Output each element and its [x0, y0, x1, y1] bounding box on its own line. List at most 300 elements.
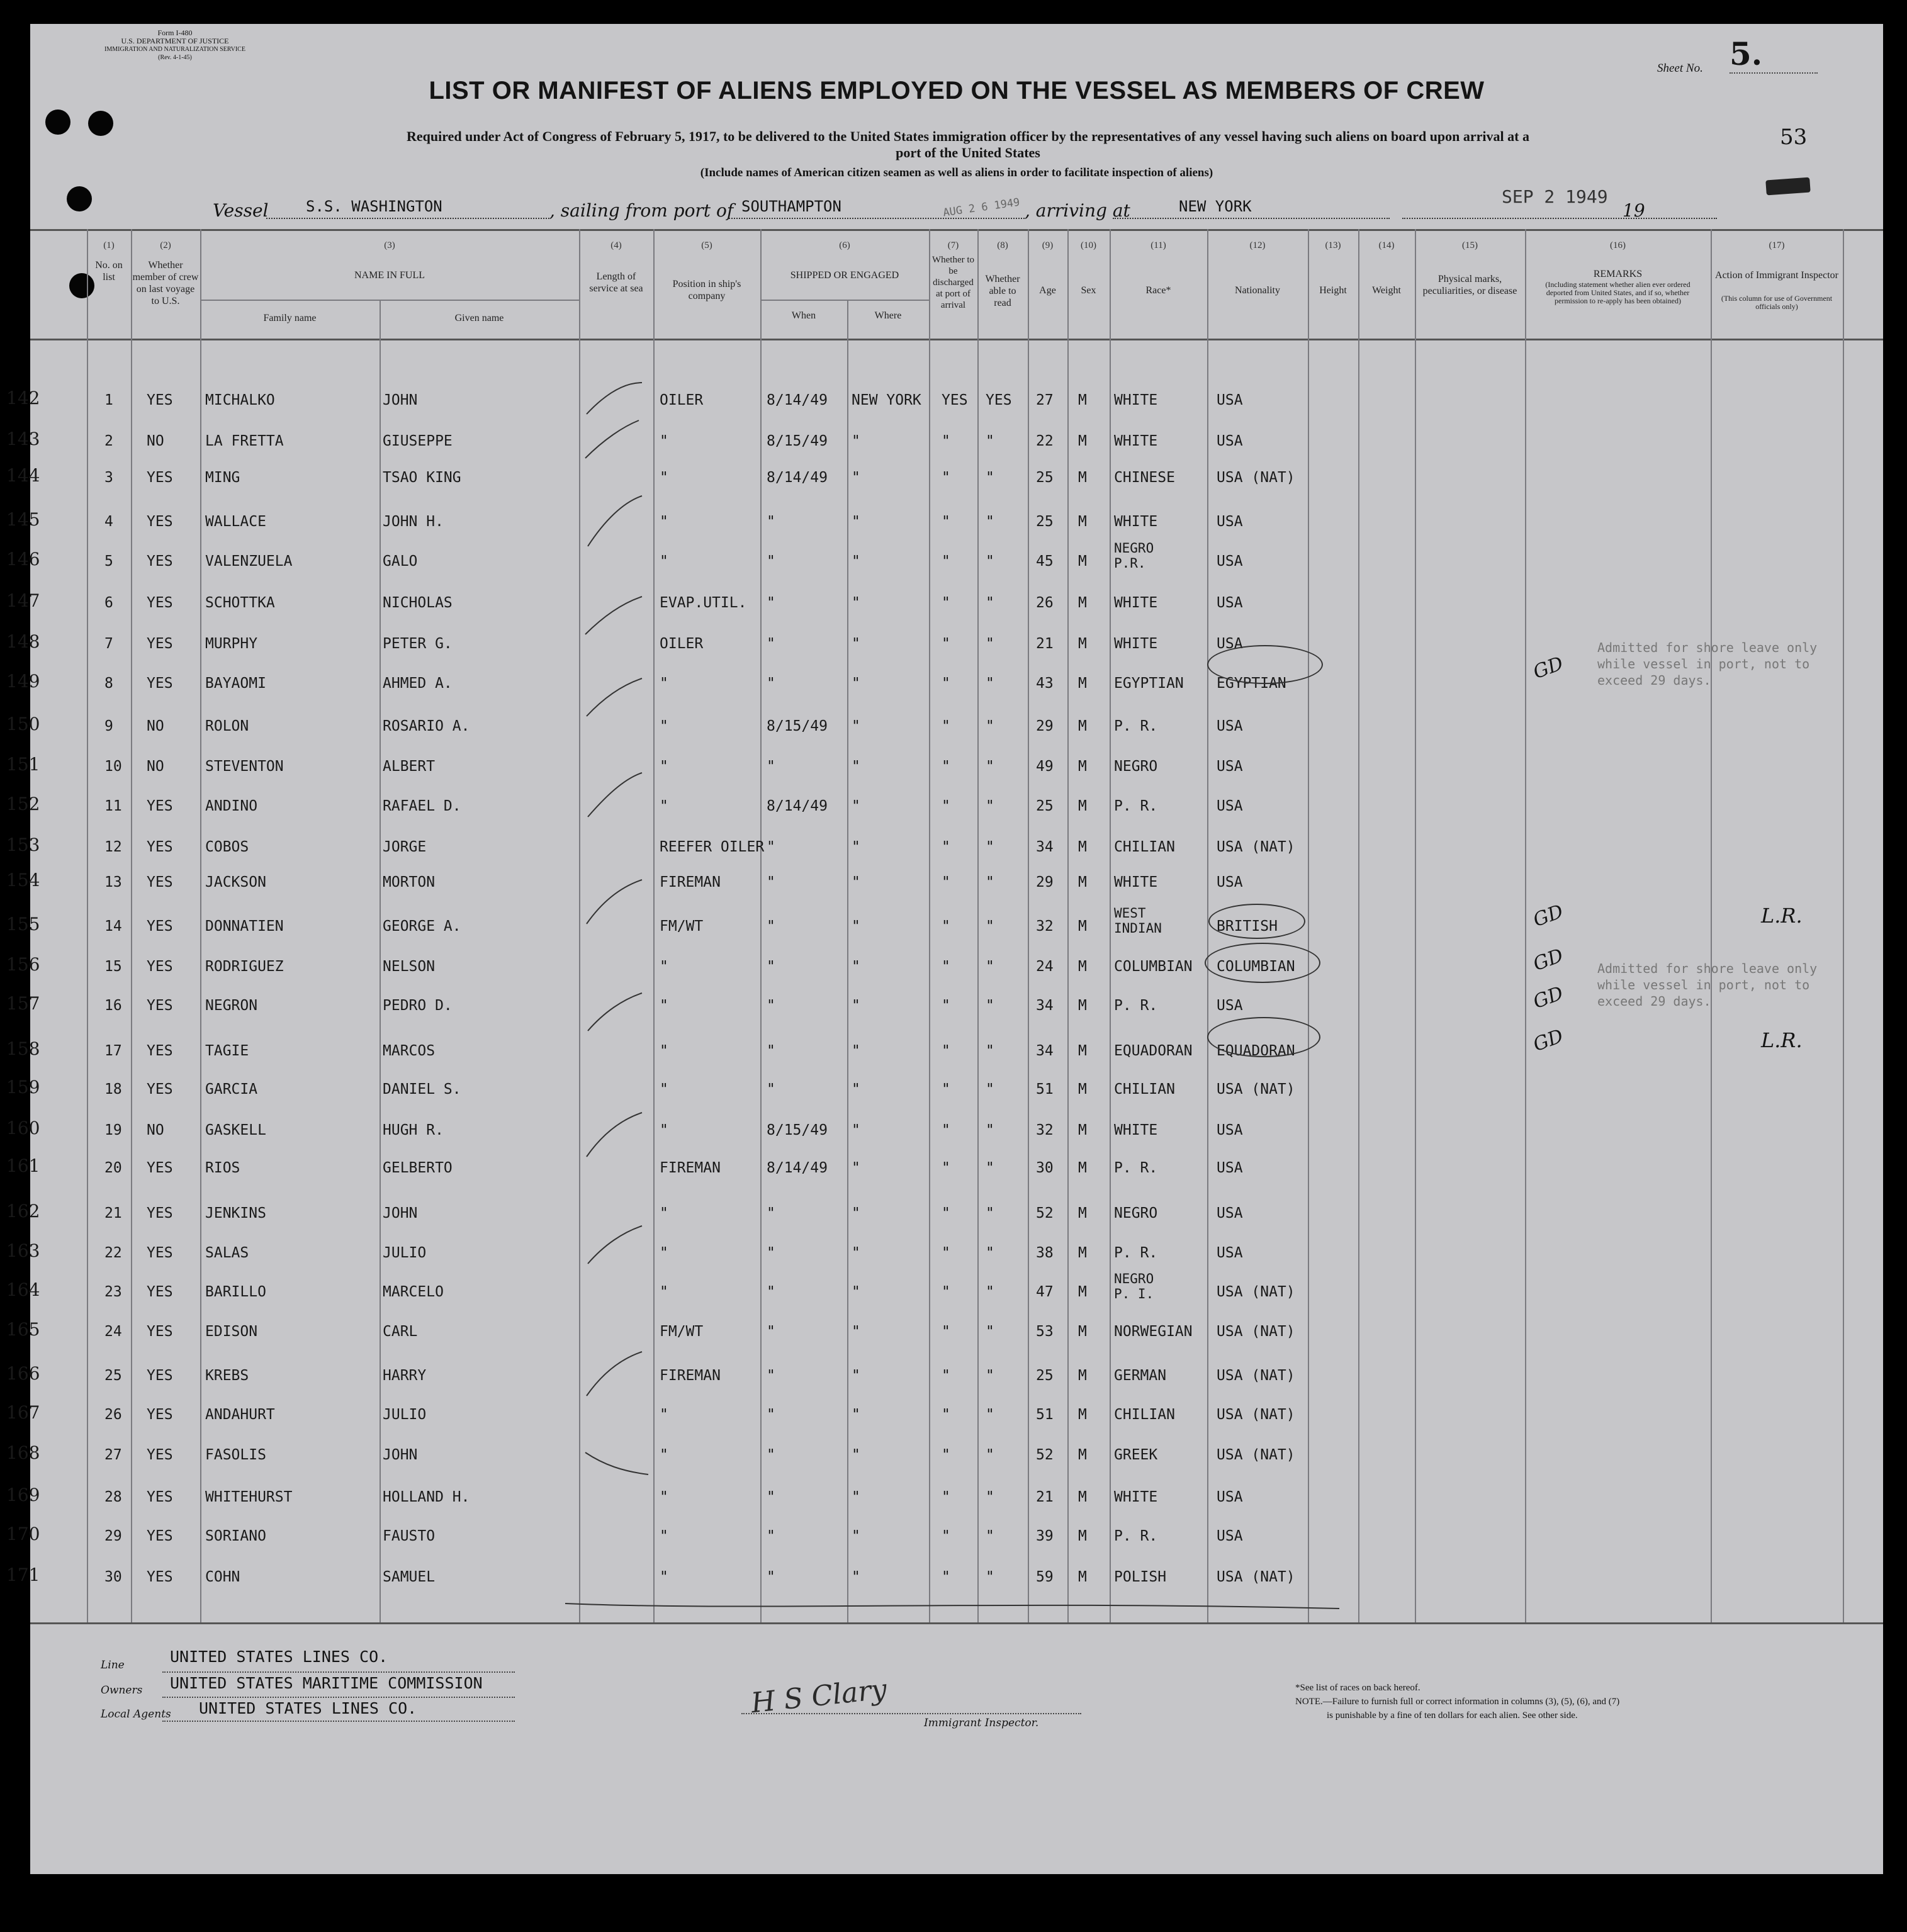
able-to-read: " [986, 553, 994, 570]
last-voyage: YES [147, 1043, 173, 1059]
shipped-when: " [767, 1205, 775, 1222]
page-row-number: 152 [6, 794, 40, 814]
col9-header: Age [1039, 285, 1056, 296]
race: NORWEGIAN [1114, 1323, 1193, 1340]
family-name: ANDINO [205, 798, 258, 814]
nationality: USA [1217, 758, 1243, 775]
race: WHITE [1114, 1122, 1158, 1138]
age: 25 [1036, 1368, 1054, 1384]
given-name: HOLLAND H. [383, 1489, 470, 1505]
col17-number: (17) [1769, 240, 1785, 250]
last-voyage: YES [147, 1569, 173, 1585]
arrival-date-stamp: SEP 2 1949 [1502, 186, 1608, 207]
table-row [6, 1077, 1883, 1103]
position: " [660, 1284, 668, 1300]
race-line-2: P.R. [1114, 556, 1146, 571]
row-number: 14 [104, 918, 122, 935]
discharged: " [942, 997, 950, 1014]
last-voyage: YES [147, 1528, 173, 1544]
row-number: 24 [104, 1323, 122, 1340]
shipped-when: 8/14/49 [767, 392, 828, 408]
shipped-where: " [852, 1043, 860, 1059]
table-row [6, 1201, 1883, 1227]
row-number: 8 [104, 675, 113, 692]
age: 51 [1036, 1081, 1054, 1098]
page-row-number: 170 [6, 1524, 40, 1544]
page-row-number: 155 [6, 914, 40, 935]
race: P. R. [1114, 718, 1158, 734]
shipped-when: " [767, 1245, 775, 1261]
nationality: USA (NAT) [1217, 1284, 1295, 1300]
position: " [660, 514, 668, 530]
page-row-number: 164 [6, 1279, 40, 1300]
race: COLUMBIAN [1114, 958, 1193, 975]
position: " [660, 675, 668, 692]
shipped-when: " [767, 514, 775, 530]
discharged: " [942, 1043, 950, 1059]
age: 22 [1036, 433, 1054, 449]
page-row-number: 156 [6, 954, 40, 975]
race: P. R. [1114, 1245, 1158, 1261]
row-number: 2 [104, 433, 113, 449]
col11-number: (11) [1150, 240, 1166, 250]
nationality: USA [1217, 1205, 1243, 1222]
position: " [660, 758, 668, 775]
table-row [6, 714, 1883, 740]
nationality: USA (NAT) [1217, 1447, 1295, 1463]
page-row-number: 159 [6, 1077, 40, 1098]
shipped-where: " [852, 1368, 860, 1384]
page-row-number: 167 [6, 1402, 40, 1423]
punch-hole [67, 186, 92, 211]
shipped-when: 8/15/49 [767, 433, 828, 449]
inspector-initials: L.R. [1761, 904, 1803, 928]
age: 39 [1036, 1528, 1054, 1544]
given-name: TSAO KING [383, 469, 461, 486]
sex: M [1078, 1284, 1087, 1300]
discharged: " [942, 1368, 950, 1384]
row-number: 12 [104, 839, 122, 855]
form-service: IMMIGRATION AND NATURALIZATION SERVICE [104, 46, 245, 53]
age: 51 [1036, 1407, 1054, 1423]
page-row-number: 143 [6, 429, 40, 449]
sailing-label: , sailing from port of [549, 200, 734, 221]
nationality: USA [1217, 1489, 1243, 1505]
discharged: " [942, 1160, 950, 1176]
discharged: " [942, 514, 950, 530]
race-line-2: P. I. [1114, 1286, 1154, 1301]
shipped-when: " [767, 636, 775, 652]
sex: M [1078, 1528, 1087, 1544]
line-underline [162, 1671, 515, 1673]
shipped-where: " [852, 958, 860, 975]
table-row [6, 1271, 1883, 1306]
nationality: USA [1217, 392, 1243, 408]
age: 32 [1036, 918, 1054, 935]
family-name: DONNATIEN [205, 918, 284, 935]
nationality: USA [1217, 718, 1243, 734]
given-name: JULIO [383, 1407, 427, 1423]
table-row [6, 1155, 1883, 1182]
race: WHITE [1114, 874, 1158, 890]
col8-number: (8) [997, 240, 1008, 250]
shipped-when: " [767, 1489, 775, 1505]
position: " [660, 718, 668, 734]
col10-number: (10) [1081, 240, 1096, 250]
able-to-read: " [986, 1160, 994, 1176]
able-to-read: " [986, 839, 994, 855]
sex: M [1078, 718, 1087, 734]
discharged: " [942, 675, 950, 692]
sheet-label: Sheet No. [1657, 62, 1703, 75]
col5-header: Position in ship's company [672, 279, 741, 301]
able-to-read: " [986, 675, 994, 692]
position: " [660, 1245, 668, 1261]
position: OILER [660, 392, 704, 408]
sex: M [1078, 595, 1087, 611]
shipped-when: " [767, 1447, 775, 1463]
given-name: ALBERT [383, 758, 436, 775]
shipped-when: 8/14/49 [767, 1160, 828, 1176]
given-name: JORGE [383, 839, 427, 855]
race: CHINESE [1114, 469, 1175, 486]
position: " [660, 997, 668, 1014]
race: WEST [1114, 906, 1146, 921]
shipped-where: " [852, 595, 860, 611]
able-to-read: " [986, 595, 994, 611]
race: EGYPTIAN [1114, 675, 1184, 692]
discharged: " [942, 1447, 950, 1463]
nationality: USA (NAT) [1217, 1323, 1295, 1340]
sex: M [1078, 514, 1087, 530]
row-number: 29 [104, 1528, 122, 1544]
col16-number: (16) [1610, 240, 1626, 250]
able-to-read: " [986, 1407, 994, 1423]
given-name: PEDRO D. [383, 997, 453, 1014]
age: 21 [1036, 636, 1054, 652]
subtitle [143, 128, 1792, 161]
inspector-label: Immigrant Inspector. [924, 1717, 1039, 1729]
subtitle-line2: port of the United States [896, 145, 1040, 160]
agents-underline [162, 1721, 515, 1722]
table-row [6, 509, 1883, 536]
age: 26 [1036, 595, 1054, 611]
position: " [660, 469, 668, 486]
row-number: 28 [104, 1489, 122, 1505]
given-name: MORTON [383, 874, 436, 890]
family-name-header: Family name [263, 313, 317, 323]
shipped-where: " [852, 874, 860, 890]
nationality: USA [1217, 595, 1243, 611]
age: 25 [1036, 514, 1054, 530]
table-row [6, 1038, 1883, 1065]
table-row [6, 1240, 1883, 1267]
shipped-when: " [767, 1407, 775, 1423]
given-name: NICHOLAS [383, 595, 453, 611]
page-row-number: 144 [6, 465, 40, 486]
nationality: USA (NAT) [1217, 1407, 1295, 1423]
nationality: USA [1217, 1122, 1243, 1138]
col6-number: (6) [839, 240, 850, 250]
age: 34 [1036, 997, 1054, 1014]
family-name: SORIANO [205, 1528, 266, 1544]
position: OILER [660, 636, 704, 652]
agents-label: Local Agents [101, 1708, 171, 1721]
able-to-read: " [986, 1245, 994, 1261]
nationality-circle [1205, 943, 1320, 983]
shipped-where: " [852, 469, 860, 486]
shipped-where: " [852, 433, 860, 449]
age: 59 [1036, 1569, 1054, 1585]
able-to-read: " [986, 1323, 994, 1340]
row-number: 11 [104, 798, 122, 814]
last-voyage: YES [147, 469, 173, 486]
age: 29 [1036, 718, 1054, 734]
able-to-read: " [986, 918, 994, 935]
discharged: " [942, 1205, 950, 1222]
row-number: 9 [104, 718, 113, 734]
col16-header: REMARKS [1593, 269, 1643, 279]
remarks-initials: GD [1530, 1025, 1567, 1057]
sex: M [1078, 1043, 1087, 1059]
stamp-line: Admitted for shore leave only [1597, 640, 1818, 655]
nationality: USA (NAT) [1217, 469, 1295, 486]
row-number: 25 [104, 1368, 122, 1384]
page-row-number: 163 [6, 1240, 40, 1261]
sex: M [1078, 433, 1087, 449]
shipped-when: " [767, 758, 775, 775]
able-to-read: " [986, 1081, 994, 1098]
row-number: 7 [104, 636, 113, 652]
family-name: MURPHY [205, 636, 258, 652]
shipped-where: " [852, 839, 860, 855]
race: WHITE [1114, 433, 1158, 449]
nationality: USA (NAT) [1217, 1569, 1295, 1585]
discharged: " [942, 918, 950, 935]
age: 25 [1036, 798, 1054, 814]
table-row [6, 465, 1883, 491]
race: NEGRO [1114, 758, 1158, 775]
punch-hole [88, 111, 113, 136]
page-row-number: 153 [6, 834, 40, 855]
family-name: ANDAHURT [205, 1407, 275, 1423]
last-voyage: YES [147, 1245, 173, 1261]
race: CHILIAN [1114, 839, 1175, 855]
owners: UNITED STATES MARITIME COMMISSION [170, 1674, 483, 1692]
row-number: 15 [104, 958, 122, 975]
vessel-name: S.S. WASHINGTON [306, 198, 442, 215]
given-name: MARCOS [383, 1043, 436, 1059]
shipped-when: " [767, 1284, 775, 1300]
page-row-number: 171 [6, 1564, 40, 1585]
shipped-where: " [852, 1323, 860, 1340]
position: FM/WT [660, 1323, 704, 1340]
table-row [6, 1319, 1883, 1345]
last-voyage: YES [147, 958, 173, 975]
nationality: USA [1217, 997, 1243, 1014]
last-voyage: YES [147, 1368, 173, 1384]
position: FIREMAN [660, 874, 721, 890]
race: WHITE [1114, 636, 1158, 652]
age: 34 [1036, 1043, 1054, 1059]
sex: M [1078, 874, 1087, 890]
col4-number: (4) [610, 240, 622, 250]
given-name: SAMUEL [383, 1569, 436, 1585]
sex: M [1078, 1160, 1087, 1176]
page-row-number: 146 [6, 549, 40, 570]
position: " [660, 798, 668, 814]
nationality: COLUMBIAN [1217, 958, 1295, 975]
discharged: " [942, 718, 950, 734]
discharged: " [942, 1081, 950, 1098]
page-row-number: 148 [6, 631, 40, 652]
last-voyage: YES [147, 675, 173, 692]
sex: M [1078, 392, 1087, 408]
nationality: USA [1217, 1245, 1243, 1261]
given-name: PETER G. [383, 636, 453, 652]
discharged: " [942, 1528, 950, 1544]
able-to-read: " [986, 469, 994, 486]
family-name: EDISON [205, 1323, 258, 1340]
able-to-read: " [986, 1447, 994, 1463]
discharged: YES [942, 392, 968, 408]
page-row-number: 150 [6, 714, 40, 734]
discharged: " [942, 1407, 950, 1423]
last-voyage: YES [147, 636, 173, 652]
shipped-when: " [767, 918, 775, 935]
col6-header: SHIPPED OR ENGAGED [790, 270, 899, 281]
row-number: 3 [104, 469, 113, 486]
given-name: JOHN H. [383, 514, 444, 530]
shipped-when: " [767, 1368, 775, 1384]
arrival-line [1113, 218, 1390, 219]
punch-hole [45, 110, 70, 135]
form-edition: (Rev. 4-1-45) [158, 54, 192, 61]
position: FIREMAN [660, 1368, 721, 1384]
last-voyage: NO [147, 718, 164, 734]
date-line [1402, 218, 1717, 219]
discharged: " [942, 636, 950, 652]
col12-header: Nationality [1235, 285, 1280, 296]
row-number: 6 [104, 595, 113, 611]
given-name: JULIO [383, 1245, 427, 1261]
col14-header: Weight [1372, 285, 1401, 296]
nationality: USA [1217, 874, 1243, 890]
shipped-where: " [852, 918, 860, 935]
sex: M [1078, 839, 1087, 855]
age: 25 [1036, 469, 1054, 486]
row-number: 21 [104, 1205, 122, 1222]
col15-number: (15) [1462, 240, 1478, 250]
stamp-line: Admitted for shore leave only [1597, 961, 1818, 976]
discharged: " [942, 1122, 950, 1138]
remarks-initials: GD [1530, 652, 1567, 684]
page-row-number: 151 [6, 754, 40, 775]
last-voyage: YES [147, 1081, 173, 1098]
sex: M [1078, 1323, 1087, 1340]
family-name: LA FRETTA [205, 433, 284, 449]
nationality: USA [1217, 1160, 1243, 1176]
family-name: RODRIGUEZ [205, 958, 284, 975]
last-voyage: YES [147, 798, 173, 814]
shipped-when: " [767, 675, 775, 692]
shipped-where: " [852, 1528, 860, 1544]
table-row [6, 794, 1883, 820]
last-voyage: YES [147, 1407, 173, 1423]
page-row-number: 147 [6, 590, 40, 611]
sex: M [1078, 1205, 1087, 1222]
table-row [6, 590, 1883, 617]
row-number: 30 [104, 1569, 122, 1585]
position: " [660, 1447, 668, 1463]
page-row-number: 166 [6, 1363, 40, 1384]
nationality: EQUADORAN [1217, 1043, 1295, 1059]
shipped-where: " [852, 1122, 860, 1138]
discharged: " [942, 1569, 950, 1585]
able-to-read: " [986, 1205, 994, 1222]
discharged: " [942, 798, 950, 814]
family-name: STEVENTON [205, 758, 284, 775]
given-name: JOHN [383, 1447, 418, 1463]
shipped-when: " [767, 874, 775, 890]
shipped-when: " [767, 1043, 775, 1059]
race: P. R. [1114, 1528, 1158, 1544]
table-row [6, 429, 1883, 455]
able-to-read: " [986, 1569, 994, 1585]
page-row-number: 168 [6, 1442, 40, 1463]
col2-number: (2) [160, 240, 171, 250]
shipped-where: " [852, 718, 860, 734]
sex: M [1078, 997, 1087, 1014]
shipped-when: " [767, 958, 775, 975]
col8-header: Whether able to read [985, 274, 1020, 308]
last-voyage: YES [147, 1205, 173, 1222]
penalty-note: NOTE.—Failure to furnish full or correct information in columns (3), (5), (6), and (7) [1295, 1697, 1620, 1707]
discharged: " [942, 469, 950, 486]
header-bottom-border [30, 339, 1883, 340]
sex: M [1078, 1489, 1087, 1505]
page-title: LIST OR MANIFEST OF ALIENS EMPLOYED ON THE VESSEL AS MEMBERS OF CREW [429, 77, 1485, 104]
sailing-port: SOUTHAMPTON [741, 198, 841, 215]
nationality: USA [1217, 1528, 1243, 1544]
col1-number: (1) [103, 240, 115, 250]
table-row [6, 834, 1883, 861]
row-number: 20 [104, 1160, 122, 1176]
nationality-circle [1207, 1017, 1320, 1057]
family-name: MING [205, 469, 240, 486]
race: NEGRO [1114, 1271, 1154, 1286]
last-voyage: YES [147, 1160, 173, 1176]
table-row [6, 1485, 1883, 1511]
row-number: 19 [104, 1122, 122, 1138]
race: NEGRO [1114, 1205, 1158, 1222]
last-voyage: YES [147, 997, 173, 1014]
col3-number: (3) [384, 240, 395, 250]
last-voyage: NO [147, 433, 164, 449]
table-row [6, 1118, 1883, 1144]
shipped-when: " [767, 553, 775, 570]
sailing-date-stamp: AUG 2 6 1949 [942, 196, 1021, 220]
family-name: TAGIE [205, 1043, 249, 1059]
shipped-where: " [852, 798, 860, 814]
vessel-label: Vessel [213, 200, 269, 221]
year-label: 19 [1623, 200, 1645, 221]
age: 47 [1036, 1284, 1054, 1300]
inspector-initials: L.R. [1761, 1028, 1803, 1052]
sex: M [1078, 469, 1087, 486]
page-row-number: 157 [6, 993, 40, 1014]
shipped-where: " [852, 636, 860, 652]
